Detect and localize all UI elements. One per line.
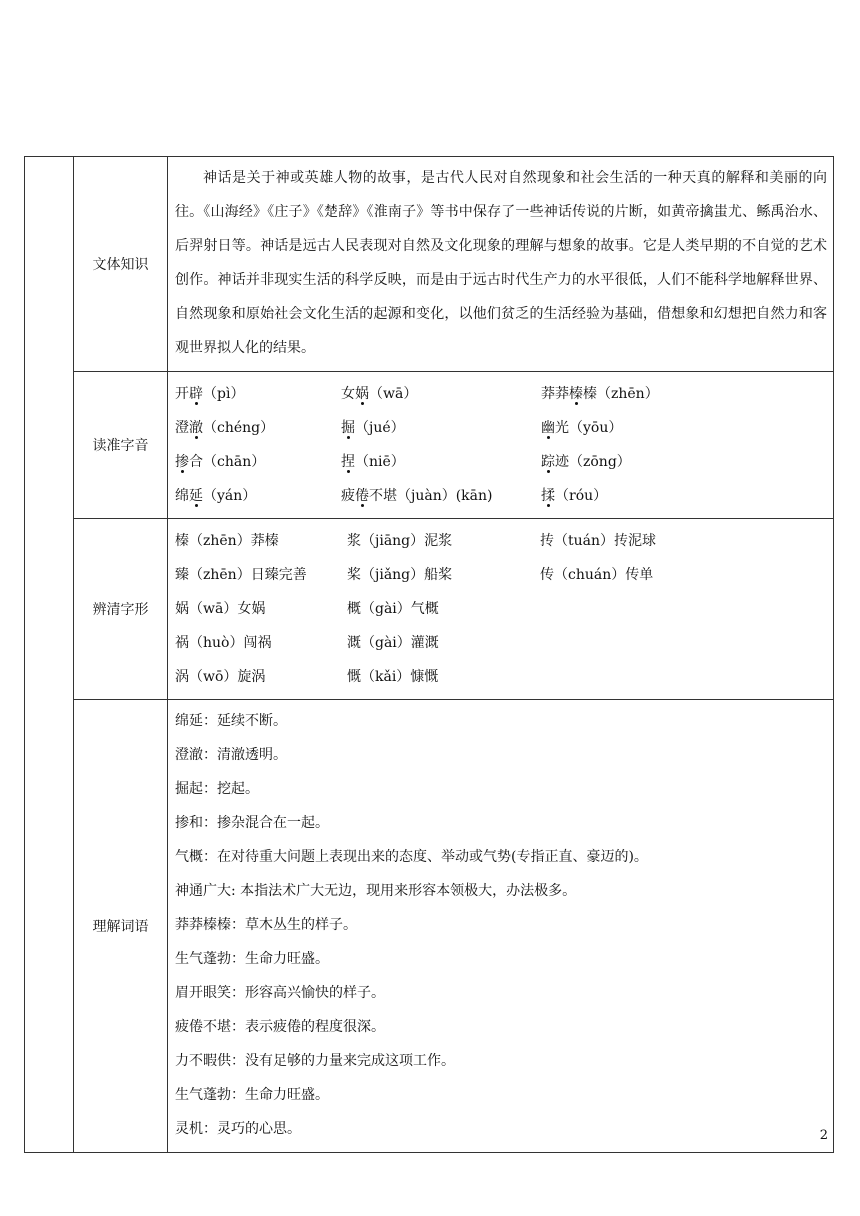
blank-column <box>25 157 74 1153</box>
dotted-character: 澈 <box>189 420 203 436</box>
dotted-character: 掺 <box>175 454 189 470</box>
genre-label: 文体知识 <box>92 257 149 273</box>
pronunciation-line <box>175 478 827 512</box>
dotted-character: 幽 <box>541 420 555 436</box>
pronunciation-text: 榛（zhēn） <box>583 386 659 402</box>
pronunciation-text: 开 <box>175 386 189 402</box>
vocab-label-cell <box>74 700 168 1153</box>
pronunciation-item <box>341 417 541 437</box>
forms-line <box>175 659 827 693</box>
pronunciation-item <box>341 383 541 403</box>
form-item: 娲（wā）女娲 <box>175 601 266 617</box>
pronunciation-item <box>175 383 341 403</box>
pronunciation-item <box>541 417 827 437</box>
vocab-definition: 神通广大: 本指法术广大无边，现用来形容本领极大，办法极多。 <box>175 883 577 899</box>
forms-line <box>175 591 827 625</box>
form-item: 榛（zhēn）莽榛 <box>175 533 279 549</box>
pronunciation-item <box>175 417 341 437</box>
forms-line <box>175 557 827 591</box>
vocab-definition: 疲倦不堪：表示疲倦的程度很深。 <box>175 1019 385 1035</box>
forms-line <box>175 523 827 557</box>
pronunciation-text: 澄 <box>175 420 189 436</box>
vocab-row <box>25 700 834 1153</box>
study-table <box>24 156 834 1153</box>
form-item: 概（gài）气概 <box>347 601 439 617</box>
vocab-definition: 掺和：掺杂混合在一起。 <box>175 815 329 831</box>
pronunciation-item <box>541 383 827 403</box>
vocab-definition: 力不暇供：没有足够的力量来完成这项工作。 <box>175 1053 455 1069</box>
pronunciation-item <box>541 451 827 471</box>
pronunciation-text: 绵 <box>175 488 189 504</box>
genre-row <box>25 157 834 372</box>
pronunciation-text: （pì） <box>203 386 245 402</box>
form-item: 祸（huò）闯祸 <box>175 635 272 651</box>
pronunciation-text: （róu） <box>555 488 608 504</box>
form-item: 传（chuán）传单 <box>540 567 654 583</box>
vocab-definition: 眉开眼笑：形容高兴愉快的样子。 <box>175 985 385 1001</box>
pronunciation-label-cell <box>74 372 168 519</box>
vocab-content-cell <box>168 700 834 1153</box>
forms-list <box>168 519 833 699</box>
dotted-character: 榛 <box>569 386 583 402</box>
vocab-list <box>168 700 833 1152</box>
pronunciation-text: （wā） <box>369 386 418 402</box>
vocab-definition: 澄澈：清澈透明。 <box>175 747 287 763</box>
vocab-definition: 莽莽榛榛：草木丛生的样子。 <box>175 917 357 933</box>
form-item: 臻（zhēn）日臻完善 <box>175 567 307 583</box>
pronunciation-item <box>341 451 541 471</box>
pronunciation-row <box>25 372 834 519</box>
pronunciation-text: 合（chān） <box>189 454 266 470</box>
form-item: 浆（jiāng）泥浆 <box>347 533 453 549</box>
genre-content-cell <box>168 157 834 372</box>
pronunciation-text: 不堪（juàn）(kān) <box>369 488 493 504</box>
pronunciation-text: （niē） <box>355 454 405 470</box>
forms-label: 辨清字形 <box>92 602 149 618</box>
vocab-label: 理解词语 <box>92 919 149 935</box>
pronunciation-label: 读准字音 <box>92 438 149 454</box>
pronunciation-line <box>175 444 827 478</box>
pronunciation-text: 莽莽 <box>541 386 569 402</box>
vocab-definition: 气概：在对待重大问题上表现出来的态度、举动或气势(专指正直、豪迈的)。 <box>175 849 648 865</box>
vocab-definition: 灵机：灵巧的心思。 <box>175 1121 301 1137</box>
pronunciation-line <box>175 410 827 444</box>
pronunciation-item <box>341 485 541 505</box>
form-item: 溉（gài）灌溉 <box>347 635 439 651</box>
pronunciation-text: 疲 <box>341 488 355 504</box>
dotted-character: 掘 <box>341 420 355 436</box>
pronunciation-text: （yán） <box>203 488 257 504</box>
dotted-character: 揉 <box>541 488 555 504</box>
page-number: 2 <box>819 1128 828 1143</box>
forms-line <box>175 625 827 659</box>
dotted-character: 延 <box>189 488 203 504</box>
pronunciation-item <box>175 485 341 505</box>
dotted-character: 捏 <box>341 454 355 470</box>
pronunciation-text: 光（yōu） <box>555 420 623 436</box>
pronunciation-text: 女 <box>341 386 355 402</box>
pronunciation-list <box>168 372 833 518</box>
pronunciation-content-cell <box>168 372 834 519</box>
form-item: 涡（wō）旋涡 <box>175 669 266 685</box>
pronunciation-text: 迹（zōng） <box>555 454 631 470</box>
form-item: 慨（kǎi）慷慨 <box>347 669 439 685</box>
form-item: 桨（jiǎng）船桨 <box>347 567 453 583</box>
vocab-definition: 掘起：挖起。 <box>175 781 259 797</box>
dotted-character: 辟 <box>189 386 203 402</box>
dotted-character: 娲 <box>355 386 369 402</box>
genre-paragraph: 神话是关于神或英雄人物的故事，是古代人民对自然现象和社会生活的一种天真的解释和美丽的向往。《山海经》《庄子》《楚辞》《淮南子》等书中保存了一些神话传说的片断，如黄帝擒蚩尤、鲧禹治水、后羿射日等。神话是远古人民表现对自然及文化现象的理解与想象的故事。它是人类早期的不自觉的艺术创作。神话并非现实生活的科学反映，而是由于远古时代生产力的水平很低，人们不能科学地解释世界、自然现象和原始社会文化生活的起源和变化，以他们贫乏的生活经验为基础，借想象和幻想把自然力和客观世界拟人化的结果。 <box>175 170 827 356</box>
pronunciation-item <box>541 485 827 505</box>
pronunciation-text: （chéng） <box>203 420 275 436</box>
form-item: 抟（tuán）抟泥球 <box>540 533 657 549</box>
pronunciation-text: （jué） <box>355 420 405 436</box>
dotted-character: 踪 <box>541 454 555 470</box>
pronunciation-item <box>175 451 341 471</box>
vocab-definition: 绵延：延续不断。 <box>175 713 287 729</box>
pronunciation-line <box>175 376 827 410</box>
forms-label-cell <box>74 519 168 700</box>
vocab-definition: 生气蓬勃：生命力旺盛。 <box>175 951 329 967</box>
forms-row <box>25 519 834 700</box>
forms-content-cell <box>168 519 834 700</box>
dotted-character: 倦 <box>355 488 369 504</box>
vocab-definition: 生气蓬勃：生命力旺盛。 <box>175 1087 329 1103</box>
genre-label-cell <box>74 157 168 372</box>
